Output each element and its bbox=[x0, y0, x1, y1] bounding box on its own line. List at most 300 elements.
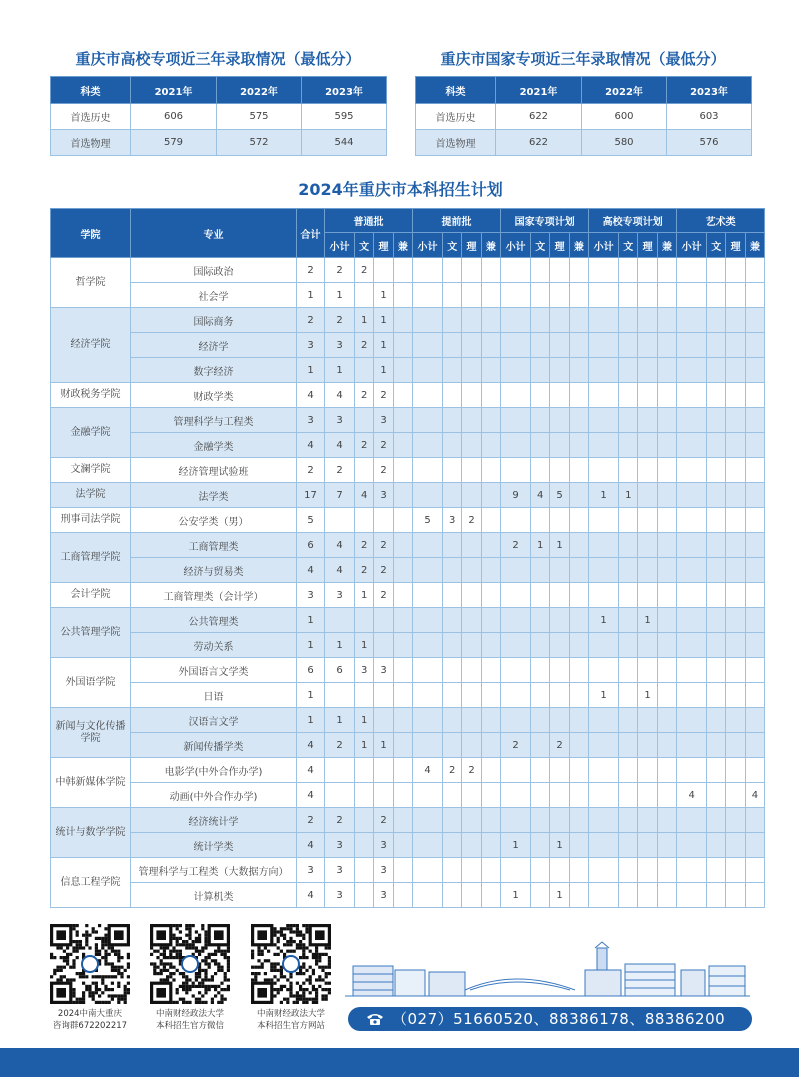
value-cell: 2 bbox=[462, 758, 481, 783]
value-cell bbox=[589, 433, 619, 458]
value-cell bbox=[707, 383, 726, 408]
value-cell bbox=[726, 458, 745, 483]
value-cell bbox=[550, 683, 569, 708]
value-cell bbox=[462, 483, 481, 508]
value-cell: 2 bbox=[355, 333, 374, 358]
value-cell bbox=[481, 458, 500, 483]
value-cell bbox=[707, 283, 726, 308]
value-cell: 1 bbox=[374, 358, 393, 383]
value-cell bbox=[413, 733, 443, 758]
value-cell bbox=[657, 433, 676, 458]
header-science: 理 bbox=[374, 233, 393, 258]
value-cell bbox=[462, 558, 481, 583]
value-cell bbox=[355, 833, 374, 858]
value-cell bbox=[707, 533, 726, 558]
value-cell bbox=[355, 808, 374, 833]
value-cell: 1 bbox=[374, 333, 393, 358]
value-cell bbox=[550, 283, 569, 308]
value-cell bbox=[638, 758, 657, 783]
value-cell bbox=[657, 558, 676, 583]
total-cell: 4 bbox=[297, 783, 325, 808]
value-cell bbox=[707, 358, 726, 383]
value-cell bbox=[481, 258, 500, 283]
major-cell: 经济与贸易类 bbox=[131, 558, 297, 583]
total-cell: 3 bbox=[297, 333, 325, 358]
cell: 606 bbox=[131, 104, 217, 130]
value-cell bbox=[550, 508, 569, 533]
value-cell bbox=[657, 583, 676, 608]
value-cell bbox=[745, 583, 764, 608]
value-cell bbox=[619, 358, 638, 383]
value-cell bbox=[550, 658, 569, 683]
value-cell bbox=[413, 283, 443, 308]
value-cell bbox=[531, 283, 550, 308]
value-cell bbox=[745, 358, 764, 383]
value-cell bbox=[443, 833, 462, 858]
total-cell: 2 bbox=[297, 258, 325, 283]
value-cell bbox=[569, 683, 588, 708]
value-cell bbox=[745, 808, 764, 833]
value-cell bbox=[550, 358, 569, 383]
table-row bbox=[51, 708, 765, 733]
total-cell: 1 bbox=[297, 608, 325, 633]
value-cell bbox=[550, 333, 569, 358]
value-cell bbox=[355, 783, 374, 808]
value-cell: 2 bbox=[374, 383, 393, 408]
value-cell: 1 bbox=[355, 733, 374, 758]
value-cell bbox=[569, 558, 588, 583]
value-cell bbox=[481, 483, 500, 508]
value-cell bbox=[531, 433, 550, 458]
value-cell bbox=[550, 783, 569, 808]
value-cell bbox=[531, 583, 550, 608]
value-cell: 1 bbox=[589, 608, 619, 633]
total-cell: 4 bbox=[297, 383, 325, 408]
value-cell bbox=[707, 258, 726, 283]
value-cell: 1 bbox=[638, 683, 657, 708]
left-score-table bbox=[50, 76, 387, 156]
total-cell: 3 bbox=[297, 583, 325, 608]
value-cell bbox=[745, 258, 764, 283]
table-row bbox=[51, 833, 765, 858]
college-cell: 哲学院 bbox=[51, 258, 131, 308]
value-cell bbox=[462, 533, 481, 558]
major-cell: 财政学类 bbox=[131, 383, 297, 408]
table-row bbox=[51, 633, 765, 658]
value-cell bbox=[677, 633, 707, 658]
value-cell: 2 bbox=[550, 733, 569, 758]
phone-banner bbox=[348, 1007, 752, 1031]
value-cell: 2 bbox=[355, 558, 374, 583]
major-cell: 电影学(中外合作办学) bbox=[131, 758, 297, 783]
value-cell bbox=[638, 483, 657, 508]
value-cell bbox=[638, 283, 657, 308]
value-cell bbox=[569, 808, 588, 833]
value-cell bbox=[707, 658, 726, 683]
college-cell: 公共管理学院 bbox=[51, 608, 131, 658]
value-cell bbox=[707, 733, 726, 758]
value-cell bbox=[589, 758, 619, 783]
value-cell: 1 bbox=[531, 533, 550, 558]
value-cell: 1 bbox=[325, 358, 355, 383]
value-cell bbox=[589, 658, 619, 683]
right-score-title: 重庆市国家专项近三年录取情况（最低分） bbox=[440, 50, 726, 68]
value-cell bbox=[569, 883, 588, 908]
table-row bbox=[416, 104, 752, 130]
header-national-special: 国家专项计划 bbox=[501, 209, 589, 233]
value-cell bbox=[619, 508, 638, 533]
value-cell bbox=[707, 308, 726, 333]
value-cell bbox=[657, 683, 676, 708]
college-cell: 信息工程学院 bbox=[51, 858, 131, 908]
value-cell bbox=[589, 383, 619, 408]
value-cell: 2 bbox=[374, 558, 393, 583]
cell: 首选历史 bbox=[416, 104, 496, 130]
value-cell bbox=[443, 583, 462, 608]
major-cell: 劳动关系 bbox=[131, 633, 297, 658]
value-cell bbox=[638, 808, 657, 833]
major-cell: 国际政治 bbox=[131, 258, 297, 283]
value-cell bbox=[569, 533, 588, 558]
value-cell bbox=[501, 583, 531, 608]
table-row bbox=[51, 858, 765, 883]
value-cell: 2 bbox=[325, 308, 355, 333]
value-cell bbox=[726, 683, 745, 708]
value-cell bbox=[726, 808, 745, 833]
value-cell bbox=[501, 683, 531, 708]
value-cell bbox=[657, 358, 676, 383]
value-cell bbox=[569, 408, 588, 433]
value-cell bbox=[481, 633, 500, 658]
header-college: 学院 bbox=[51, 209, 131, 258]
value-cell bbox=[677, 408, 707, 433]
total-cell: 1 bbox=[297, 283, 325, 308]
value-cell bbox=[325, 508, 355, 533]
value-cell bbox=[550, 308, 569, 333]
value-cell bbox=[501, 783, 531, 808]
college-cell: 会计学院 bbox=[51, 583, 131, 608]
value-cell bbox=[619, 558, 638, 583]
major-cell: 国际商务 bbox=[131, 308, 297, 333]
header-science: 理 bbox=[638, 233, 657, 258]
value-cell bbox=[726, 758, 745, 783]
value-cell: 1 bbox=[325, 283, 355, 308]
value-cell bbox=[677, 758, 707, 783]
value-cell: 1 bbox=[325, 708, 355, 733]
value-cell: 2 bbox=[501, 733, 531, 758]
value-cell bbox=[325, 608, 355, 633]
value-cell bbox=[355, 408, 374, 433]
value-cell bbox=[393, 533, 412, 558]
value-cell: 2 bbox=[325, 808, 355, 833]
value-cell bbox=[325, 758, 355, 783]
value-cell bbox=[462, 358, 481, 383]
value-cell bbox=[462, 408, 481, 433]
header-subtotal: 小计 bbox=[325, 233, 355, 258]
value-cell bbox=[531, 333, 550, 358]
header-either: 兼 bbox=[569, 233, 588, 258]
value-cell bbox=[443, 533, 462, 558]
header-2021: 2021年 bbox=[131, 77, 217, 104]
value-cell bbox=[393, 508, 412, 533]
value-cell bbox=[325, 783, 355, 808]
value-cell bbox=[726, 408, 745, 433]
qr2-caption bbox=[140, 1008, 240, 1032]
value-cell bbox=[657, 258, 676, 283]
value-cell bbox=[443, 458, 462, 483]
value-cell: 2 bbox=[355, 433, 374, 458]
value-cell bbox=[413, 333, 443, 358]
value-cell bbox=[677, 608, 707, 633]
table-row bbox=[51, 758, 765, 783]
value-cell bbox=[589, 883, 619, 908]
value-cell bbox=[619, 683, 638, 708]
value-cell: 1 bbox=[374, 308, 393, 333]
value-cell bbox=[481, 683, 500, 708]
value-cell bbox=[657, 283, 676, 308]
header-2022: 2022年 bbox=[582, 77, 667, 104]
value-cell bbox=[569, 508, 588, 533]
value-cell bbox=[413, 783, 443, 808]
plan-title: 2024年重庆市本科招生计划 bbox=[298, 180, 503, 199]
value-cell bbox=[638, 258, 657, 283]
value-cell bbox=[657, 808, 676, 833]
major-cell: 汉语言文学 bbox=[131, 708, 297, 733]
value-cell: 2 bbox=[374, 458, 393, 483]
header-either: 兼 bbox=[745, 233, 764, 258]
value-cell bbox=[481, 858, 500, 883]
total-cell: 4 bbox=[297, 733, 325, 758]
cell: 575 bbox=[217, 104, 302, 130]
table-row bbox=[51, 483, 765, 508]
value-cell bbox=[569, 283, 588, 308]
value-cell: 1 bbox=[550, 833, 569, 858]
table-row bbox=[51, 533, 765, 558]
value-cell bbox=[531, 833, 550, 858]
value-cell: 1 bbox=[550, 883, 569, 908]
value-cell bbox=[745, 458, 764, 483]
value-cell bbox=[481, 758, 500, 783]
value-cell bbox=[393, 358, 412, 383]
value-cell: 4 bbox=[325, 533, 355, 558]
value-cell bbox=[443, 358, 462, 383]
value-cell bbox=[501, 333, 531, 358]
value-cell bbox=[657, 733, 676, 758]
value-cell: 5 bbox=[550, 483, 569, 508]
table-row bbox=[51, 783, 765, 808]
value-cell bbox=[619, 383, 638, 408]
table-row bbox=[51, 383, 765, 408]
value-cell bbox=[726, 283, 745, 308]
value-cell bbox=[393, 733, 412, 758]
header-subtotal: 小计 bbox=[413, 233, 443, 258]
total-cell: 17 bbox=[297, 483, 325, 508]
value-cell bbox=[707, 683, 726, 708]
cell: 579 bbox=[131, 130, 217, 156]
cell: 572 bbox=[217, 130, 302, 156]
value-cell bbox=[374, 508, 393, 533]
value-cell bbox=[393, 708, 412, 733]
cell: 首选历史 bbox=[51, 104, 131, 130]
caption-line: 咨询群672202217 bbox=[52, 1021, 128, 1031]
value-cell bbox=[745, 308, 764, 333]
value-cell bbox=[531, 408, 550, 433]
value-cell: 3 bbox=[374, 833, 393, 858]
value-cell bbox=[619, 283, 638, 308]
value-cell bbox=[638, 433, 657, 458]
value-cell bbox=[550, 708, 569, 733]
value-cell: 4 bbox=[531, 483, 550, 508]
value-cell bbox=[393, 458, 412, 483]
table-row bbox=[51, 583, 765, 608]
value-cell bbox=[374, 758, 393, 783]
value-cell bbox=[481, 433, 500, 458]
value-cell bbox=[677, 658, 707, 683]
value-cell bbox=[638, 333, 657, 358]
value-cell: 4 bbox=[677, 783, 707, 808]
value-cell: 2 bbox=[325, 258, 355, 283]
value-cell bbox=[589, 858, 619, 883]
value-cell bbox=[443, 733, 462, 758]
value-cell bbox=[462, 458, 481, 483]
header-subtotal: 小计 bbox=[677, 233, 707, 258]
value-cell bbox=[619, 433, 638, 458]
value-cell bbox=[726, 658, 745, 683]
value-cell bbox=[677, 858, 707, 883]
value-cell bbox=[677, 808, 707, 833]
table-row bbox=[51, 683, 765, 708]
value-cell bbox=[619, 258, 638, 283]
value-cell bbox=[619, 658, 638, 683]
total-cell: 5 bbox=[297, 508, 325, 533]
value-cell bbox=[393, 333, 412, 358]
qr3-caption bbox=[241, 1008, 341, 1032]
value-cell bbox=[589, 308, 619, 333]
value-cell bbox=[745, 733, 764, 758]
value-cell bbox=[638, 783, 657, 808]
value-cell bbox=[657, 533, 676, 558]
value-cell bbox=[481, 383, 500, 408]
value-cell bbox=[707, 758, 726, 783]
value-cell bbox=[745, 658, 764, 683]
value-cell bbox=[638, 583, 657, 608]
total-cell: 3 bbox=[297, 408, 325, 433]
value-cell bbox=[726, 708, 745, 733]
value-cell bbox=[726, 433, 745, 458]
value-cell bbox=[355, 683, 374, 708]
header-science: 理 bbox=[462, 233, 481, 258]
value-cell bbox=[619, 533, 638, 558]
major-cell: 经济管理试验班 bbox=[131, 458, 297, 483]
value-cell bbox=[550, 858, 569, 883]
value-cell bbox=[374, 708, 393, 733]
major-cell: 管理科学与工程类（大数据方向） bbox=[131, 858, 297, 883]
value-cell bbox=[531, 358, 550, 383]
cell: 603 bbox=[667, 104, 752, 130]
value-cell bbox=[413, 808, 443, 833]
value-cell bbox=[481, 558, 500, 583]
value-cell bbox=[619, 808, 638, 833]
value-cell: 3 bbox=[355, 658, 374, 683]
value-cell bbox=[443, 308, 462, 333]
value-cell bbox=[638, 508, 657, 533]
value-cell bbox=[443, 683, 462, 708]
header-early-batch: 提前批 bbox=[413, 209, 501, 233]
value-cell: 3 bbox=[325, 333, 355, 358]
total-cell: 4 bbox=[297, 433, 325, 458]
header-2022: 2022年 bbox=[217, 77, 302, 104]
value-cell bbox=[550, 408, 569, 433]
value-cell bbox=[462, 258, 481, 283]
value-cell bbox=[589, 733, 619, 758]
value-cell bbox=[393, 858, 412, 883]
value-cell bbox=[589, 833, 619, 858]
total-cell: 1 bbox=[297, 708, 325, 733]
table-row bbox=[51, 883, 765, 908]
header-regular-batch: 普通批 bbox=[325, 209, 413, 233]
value-cell bbox=[481, 308, 500, 333]
header-science: 理 bbox=[550, 233, 569, 258]
value-cell bbox=[619, 608, 638, 633]
value-cell bbox=[462, 633, 481, 658]
value-cell bbox=[462, 433, 481, 458]
value-cell bbox=[707, 633, 726, 658]
value-cell bbox=[393, 283, 412, 308]
value-cell: 2 bbox=[355, 258, 374, 283]
major-cell: 管理科学与工程类 bbox=[131, 408, 297, 433]
table-row bbox=[51, 130, 387, 156]
value-cell bbox=[677, 833, 707, 858]
value-cell bbox=[413, 833, 443, 858]
campus-skyline-icon bbox=[345, 940, 750, 998]
header-2023: 2023年 bbox=[667, 77, 752, 104]
value-cell bbox=[501, 308, 531, 333]
value-cell bbox=[589, 408, 619, 433]
value-cell bbox=[619, 583, 638, 608]
value-cell: 3 bbox=[325, 408, 355, 433]
table-row bbox=[51, 333, 765, 358]
value-cell bbox=[619, 758, 638, 783]
value-cell bbox=[462, 808, 481, 833]
value-cell bbox=[707, 858, 726, 883]
value-cell bbox=[745, 633, 764, 658]
value-cell bbox=[726, 358, 745, 383]
value-cell bbox=[443, 708, 462, 733]
caption-line: 中南财经政法大学 bbox=[155, 1009, 224, 1019]
value-cell bbox=[745, 408, 764, 433]
value-cell: 3 bbox=[325, 833, 355, 858]
value-cell bbox=[393, 258, 412, 283]
value-cell bbox=[413, 658, 443, 683]
value-cell bbox=[657, 758, 676, 783]
college-cell: 刑事司法学院 bbox=[51, 508, 131, 533]
value-cell bbox=[657, 333, 676, 358]
value-cell bbox=[531, 308, 550, 333]
value-cell bbox=[374, 608, 393, 633]
value-cell bbox=[393, 683, 412, 708]
value-cell bbox=[393, 633, 412, 658]
value-cell bbox=[443, 433, 462, 458]
value-cell bbox=[677, 383, 707, 408]
value-cell: 7 bbox=[325, 483, 355, 508]
value-cell: 2 bbox=[325, 458, 355, 483]
value-cell bbox=[550, 433, 569, 458]
value-cell bbox=[443, 483, 462, 508]
value-cell: 3 bbox=[325, 858, 355, 883]
value-cell bbox=[569, 333, 588, 358]
value-cell: 2 bbox=[443, 758, 462, 783]
value-cell bbox=[443, 558, 462, 583]
